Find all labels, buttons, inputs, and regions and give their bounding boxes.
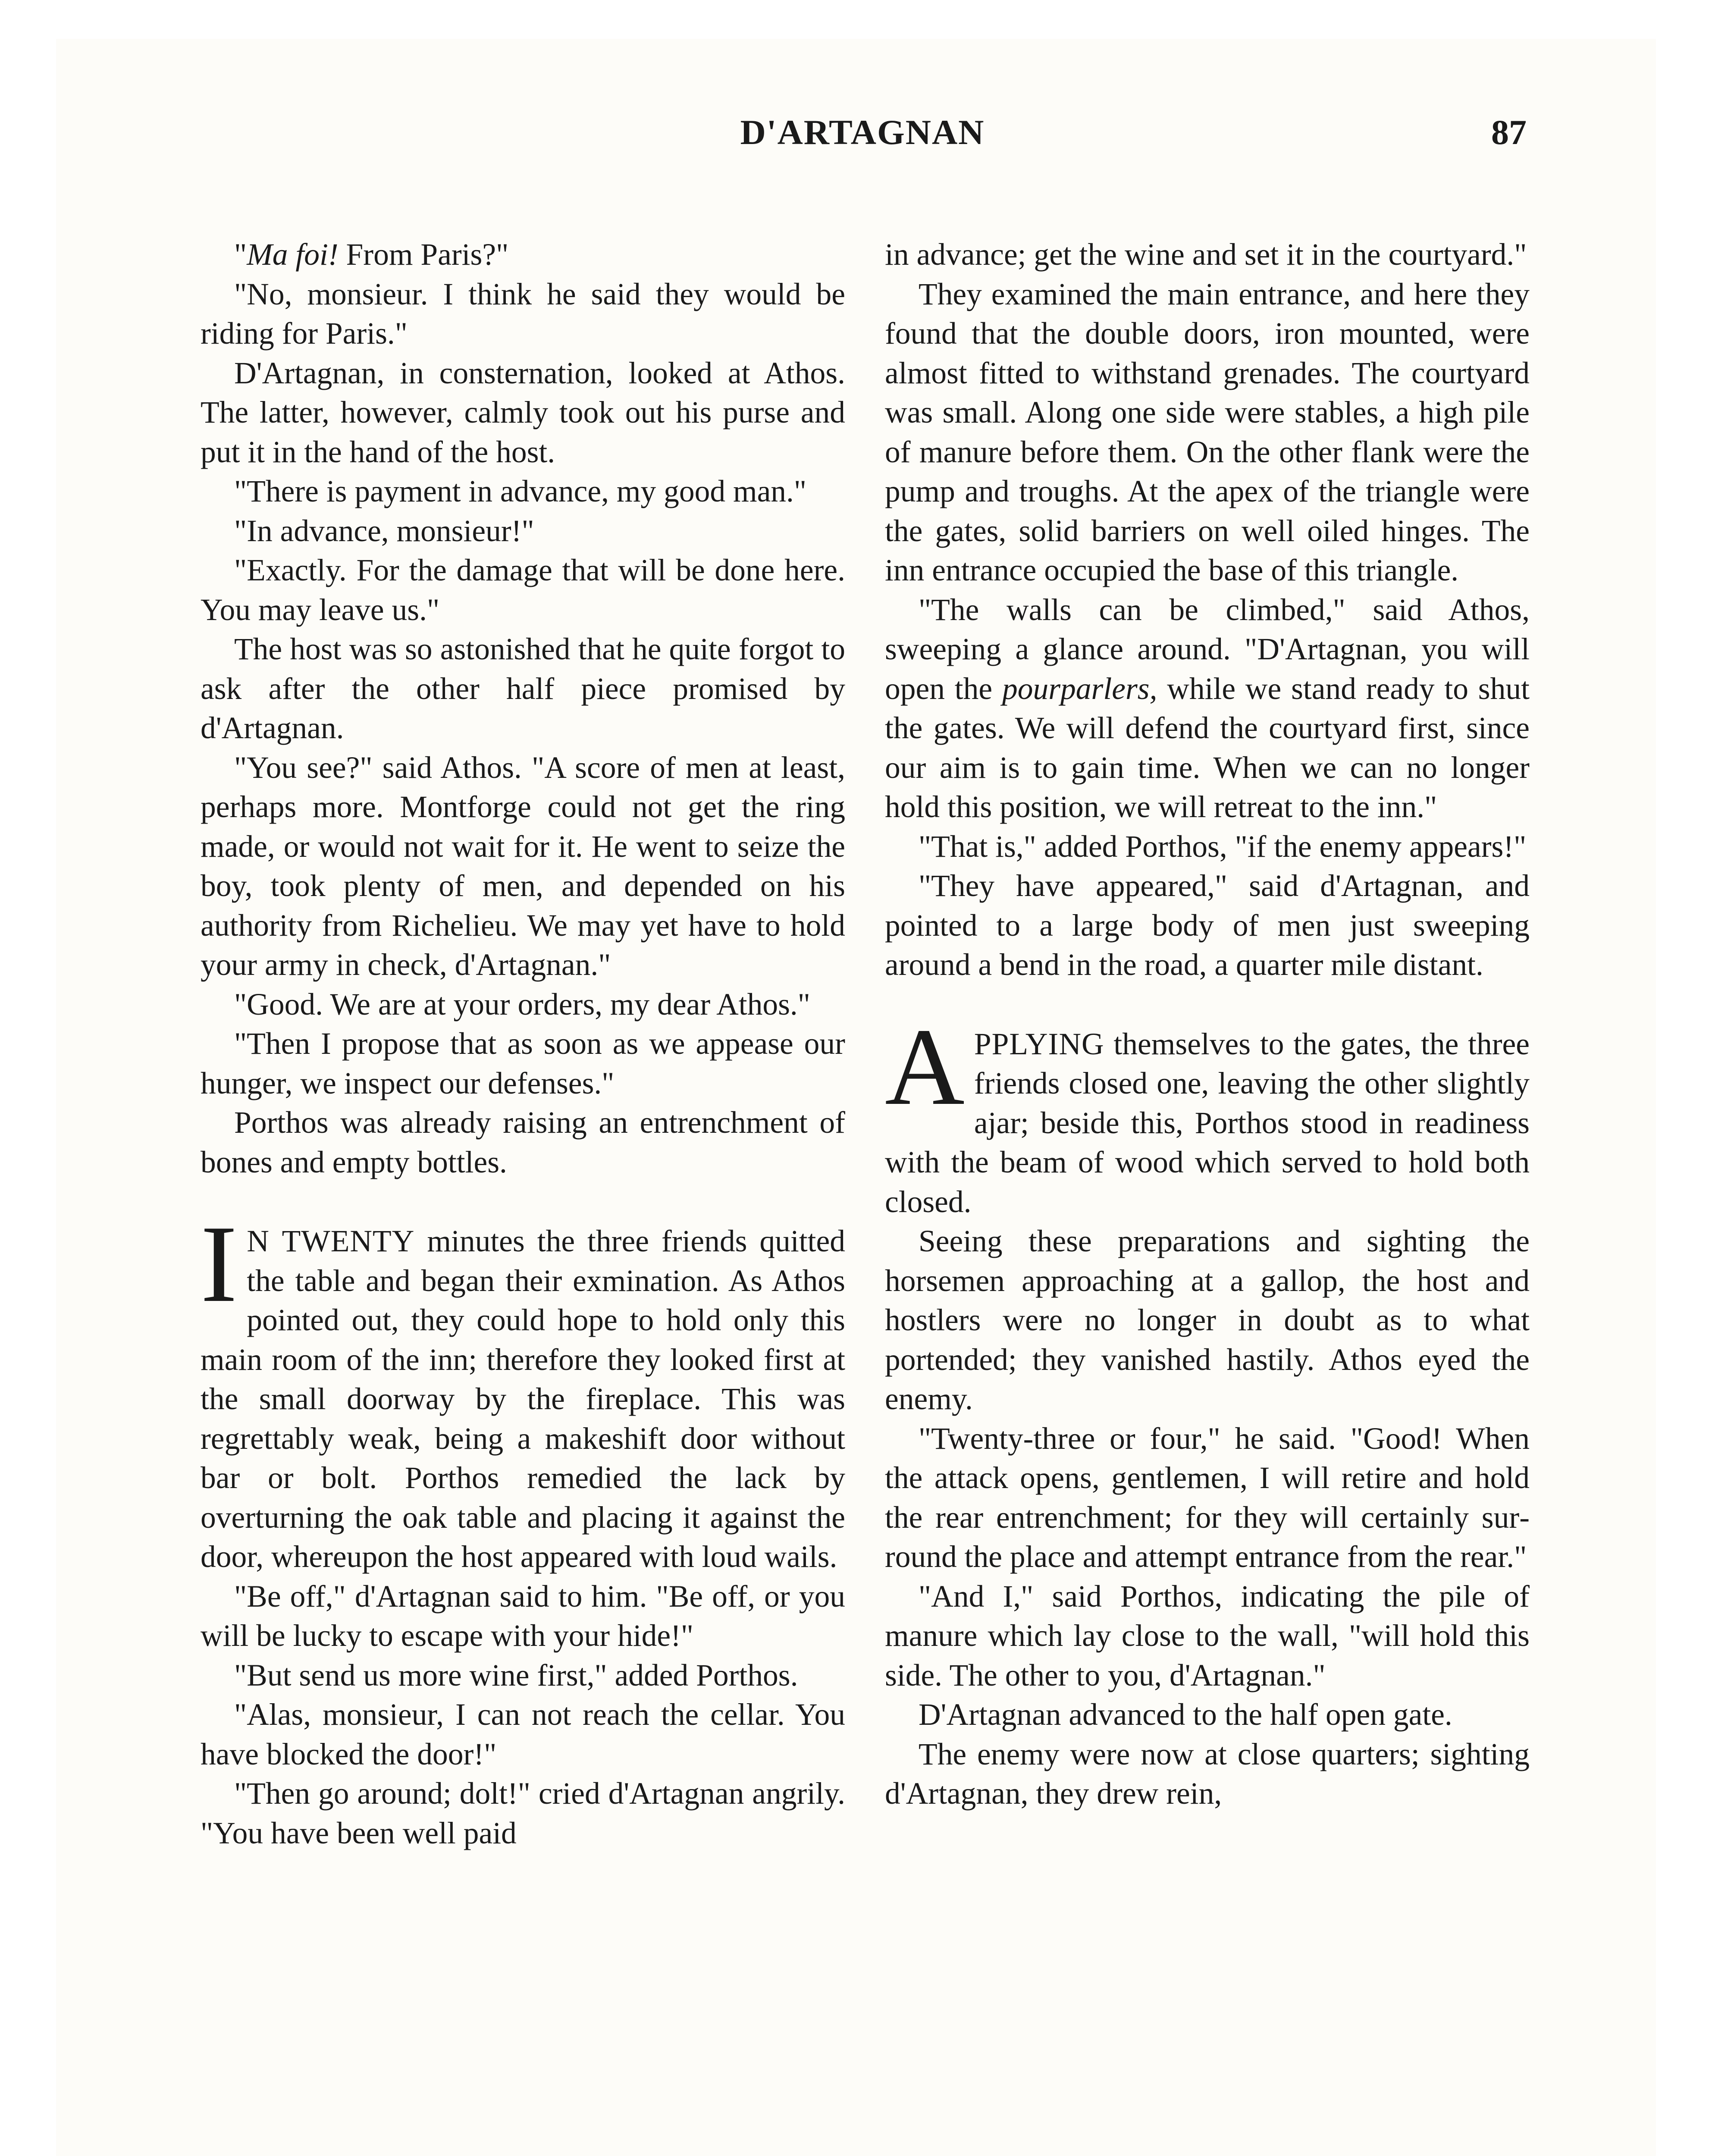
page-number: 87 [1491, 113, 1527, 152]
paragraph: "Then I propose that as soon as we appease our hunger, we inspect our defenses." [201, 1027, 845, 1100]
section-break [201, 1182, 845, 1222]
paragraph: "Good. We are at your orders, my dear Athos." [234, 987, 810, 1022]
italic-text: Ma foi! [247, 238, 339, 272]
section-break [885, 985, 1530, 1025]
drop-cap: I [201, 1203, 238, 1325]
paragraph-text: From Paris?" [338, 238, 509, 272]
paragraph: "Ma foi! From Paris?" [234, 238, 509, 272]
paragraph [885, 590, 1530, 827]
paragraph-text: minutes the three friends quitted the table and began their exmination. As Athos pointed out, they could hope to hold only this main room of the inn; therefore they looked first at the small doorway by the fireplace. This was regrettably weak, being a makeshift door without bar or bolt. Porthos remedied the lack by overturning the oak table and placing it against the door, whereupon the host appeared with loud wails. [201, 1224, 846, 1574]
running-head: D'ARTAGNAN [740, 113, 985, 152]
paragraph: The enemy were now at close quarters; sighting d'Artagnan, they drew rein, [885, 1737, 1530, 1811]
paragraph: "Exactly. For the damage that will be done here. You may leave us." [201, 553, 845, 627]
page-header [198, 112, 1527, 164]
paragraph: "Alas, monsieur, I can not reach the cellar. You have blocked the door!" [201, 1698, 845, 1771]
paragraph: Porthos was already raising an entrenchment of bones and empty bottles. [201, 1106, 845, 1179]
right-column [885, 235, 1530, 1814]
paragraph: "Be off," d'Artagnan said to him. "Be off, or you will be lucky to escape with your hide!" [201, 1579, 845, 1653]
paragraph-text: while we stand ready to shut the gates. We will defend the courtyard first, since our aim is to gain time. When we can no longer hold this position, we will retreat to the inn." [885, 671, 1530, 824]
section-opening-paragraph [201, 1203, 846, 1577]
paragraph: "And I," said Porthos, indicating the pile of manure which lay close to the wall, "will hold this side. The other to you, d'Artagnan." [885, 1579, 1530, 1692]
paragraph: D'Artagnan advanced to the half open gate. [919, 1698, 1452, 1732]
left-column [201, 235, 845, 1853]
paragraph: "In advance, monsieur!" [234, 514, 534, 548]
paragraph: "But send us more wine first," added Porthos. [234, 1658, 798, 1692]
paragraph-text: "The walls can be climbed," said Athos, sweeping a glance around. "D'Artagnan, you will open the [885, 592, 1530, 706]
paragraph: "There is payment in advance, my good man." [234, 474, 807, 508]
paragraph: D'Artagnan, in consternation, looked at Athos. The latter, however, calmly took out his purse and put it in the hand of the host. [201, 356, 845, 469]
paragraph: "No, monsieur. I think he said they would be riding for Paris." [201, 277, 845, 351]
paragraph-text: themselves to the gates, the three friends closed one, leaving the other slightly ajar; beside this, Porthos stood in readiness with the beam of wood which served to hold both closed. [885, 1027, 1530, 1219]
paragraph: "Twenty-three or four," he said. "Good! When the attack opens, gentlemen, I will retire and hold the rear entrenchment; for they will certainly surround the place and attempt entrance from the rear." [885, 1421, 1530, 1574]
lead-in-text: PPLYING [974, 1027, 1104, 1061]
italic-text: pourparlers, [1002, 671, 1157, 706]
paragraph: The host was so astonished that he quite forgot to ask after the other half piece promised by d'Artagnan. [201, 632, 845, 745]
paragraph: "You see?" said Athos. "A score of men at least, perhaps more. Montforge could not get the ring made, or would not wait for it. He went to seize the boy, took plenty of men, and depended on his authority from Richelieu. We may yet have to hold your army in check, d'Artagnan." [201, 750, 845, 982]
lead-in-text: N TWENTY [247, 1224, 415, 1258]
paragraph: "They have appeared," said d'Artagnan, and pointed to a large body of men just sweeping around a bend in the road, a quarter mile distant. [885, 869, 1530, 982]
drop-cap: A [885, 1006, 965, 1128]
continued-paragraph: in advance; get the wine and set it in the courtyard." [885, 238, 1527, 272]
paragraph: "Then go around; dolt!" cried d'Artagnan angrily. "You have been well paid [201, 1777, 845, 1850]
paragraph: Seeing these preparations and sighting the horsemen approaching at a gallop, the host and hostlers were no longer in doubt as to what portended; they vanished hastily. Athos eyed the enemy. [885, 1224, 1530, 1416]
paragraph: "That is," added Porthos, "if the enemy appears!" [919, 829, 1527, 864]
paragraph: They examined the main entrance, and here they found that the double doors, iron mounted, were almost fitted to withstand grenades. The courtyard was small. Along one side were stables, a high pile of manure before them. On the other flank were the pump and troughs. At the apex of the triangle were the gates, solid barriers on well oiled hinges. The inn entrance occupied the base of this triangle. [885, 277, 1530, 587]
section-opening-paragraph [885, 1006, 1530, 1222]
